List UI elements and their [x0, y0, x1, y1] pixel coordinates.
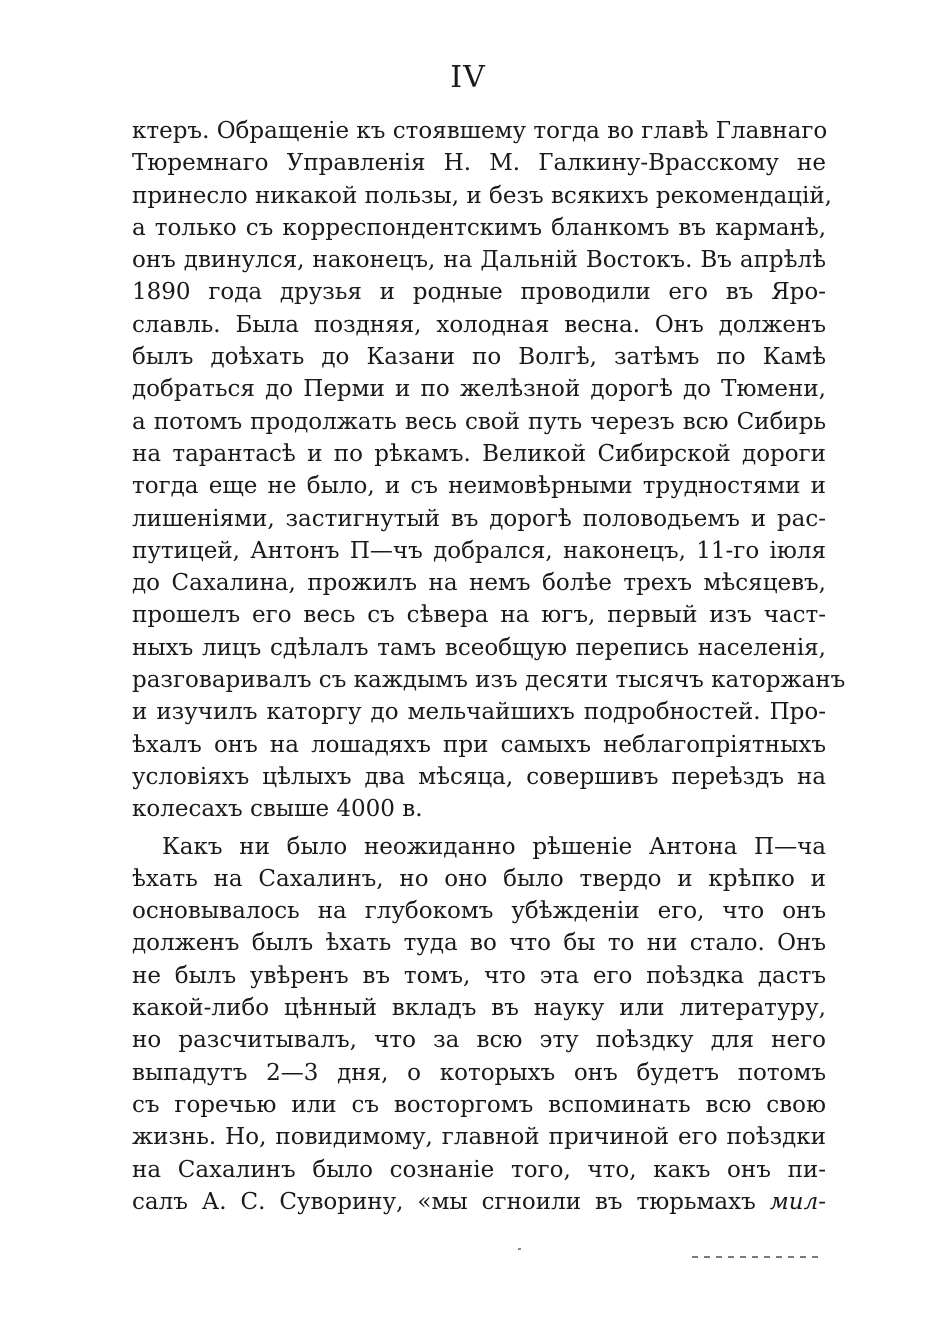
text-line: на Сахалинъ было сознаніе того, что, какъ онъ пи- [132, 1156, 826, 1183]
text-line: принесло никакой пользы, и безъ всякихъ рекомендацій, [132, 182, 832, 209]
scan-dash-mark [692, 1256, 820, 1258]
text-line: ѣхалъ онъ на лошадяхъ при самыхъ неблагопріятныхъ [132, 731, 826, 758]
text-line: колесахъ свыше 4000 в. [132, 796, 423, 823]
text-line: но разсчитывалъ, что за всю эту поѣздку для него [132, 1027, 826, 1054]
text-line: Тюремнаго Управленія Н. М. Галкину-Врасскому не [132, 150, 826, 177]
text-line: ныхъ лицъ сдѣлалъ тамъ всеобщую перепись населенія, [132, 634, 826, 661]
text-line: онъ двинулся, наконецъ, на Дальній Востокъ. Въ апрѣлѣ [132, 247, 826, 274]
text-line: Какъ ни было неожиданно рѣшеніе Антона П—ча [162, 833, 826, 860]
text-line: а потомъ продолжать весь свой путь черезъ всю Сибирь [132, 408, 826, 435]
text-line: ѣхать на Сахалинъ, но оно было твердо и крѣпко и [132, 865, 826, 892]
text-line: не былъ увѣренъ въ томъ, что эта его поѣздка дастъ [132, 962, 826, 989]
scan-dot-mark [518, 1248, 521, 1250]
text-line: ктеръ. Обращеніе къ стоявшему тогда во главѣ Главнаго [132, 118, 828, 144]
text-line: съ горечью или съ восторгомъ вспоминать всю свою [132, 1091, 826, 1118]
final-line-text: салъ А. С. Суворину, «мы сгноили въ тюрьмахъ [132, 1188, 756, 1215]
paragraph-1 [132, 115, 846, 826]
paragraph-2 [132, 831, 826, 1219]
page-number: IV [450, 60, 486, 95]
text-line: лишеніями, застигнутый въ дорогѣ половодьемъ и рас- [132, 505, 826, 532]
text-line: былъ доѣхать до Казани по Волгѣ, затѣмъ по Камѣ [132, 344, 826, 371]
body-text [132, 115, 846, 1218]
final-line-italic: мил- [769, 1188, 826, 1215]
text-line: выпадутъ 2—3 дня, о которыхъ онъ будетъ потомъ [132, 1059, 826, 1086]
text-line: жизнь. Но, повидимому, главной причиной его поѣздки [132, 1124, 826, 1151]
text-line: прошелъ его весь съ сѣвера на югъ, первый изъ част- [132, 602, 826, 629]
text-line: а только съ корреспондентскимъ бланкомъ въ карманѣ, [132, 214, 826, 241]
text-line: до Сахалина, прожилъ на немъ болѣе трехъ мѣсяцевъ, [132, 570, 826, 597]
text-line: тогда еще не было, и съ неимовѣрными трудностями и [132, 473, 826, 500]
text-line: основывалось на глубокомъ убѣжденіи его, что онъ [132, 898, 826, 925]
text-line: долженъ былъ ѣхать туда во что бы то ни стало. Онъ [132, 930, 826, 957]
text-line: условіяхъ цѣлыхъ два мѣсяца, совершивъ переѣздъ на [132, 763, 826, 790]
text-line: какой-либо цѣнный вкладъ въ науку или литературу, [132, 995, 826, 1022]
text-line: на тарантасѣ и по рѣкамъ. Великой Сибирской дороги [132, 440, 826, 467]
text-line: славль. Была поздняя, холодная весна. Онъ долженъ [132, 311, 826, 338]
text-line-final [132, 1186, 826, 1218]
text-line: и изучилъ каторгу до мельчайшихъ подробностей. Про- [132, 699, 826, 726]
text-line: 1890 года друзья и родные проводили его въ Яро- [132, 279, 826, 306]
text-line: разговаривалъ съ каждымъ изъ десяти тысячъ каторжанъ [132, 667, 846, 694]
text-line: путицей, Антонъ П—чъ добрался, наконецъ, 11-го іюля [132, 537, 826, 564]
text-line: добраться до Перми и по желѣзной дорогѣ до Тюмени, [132, 376, 826, 403]
